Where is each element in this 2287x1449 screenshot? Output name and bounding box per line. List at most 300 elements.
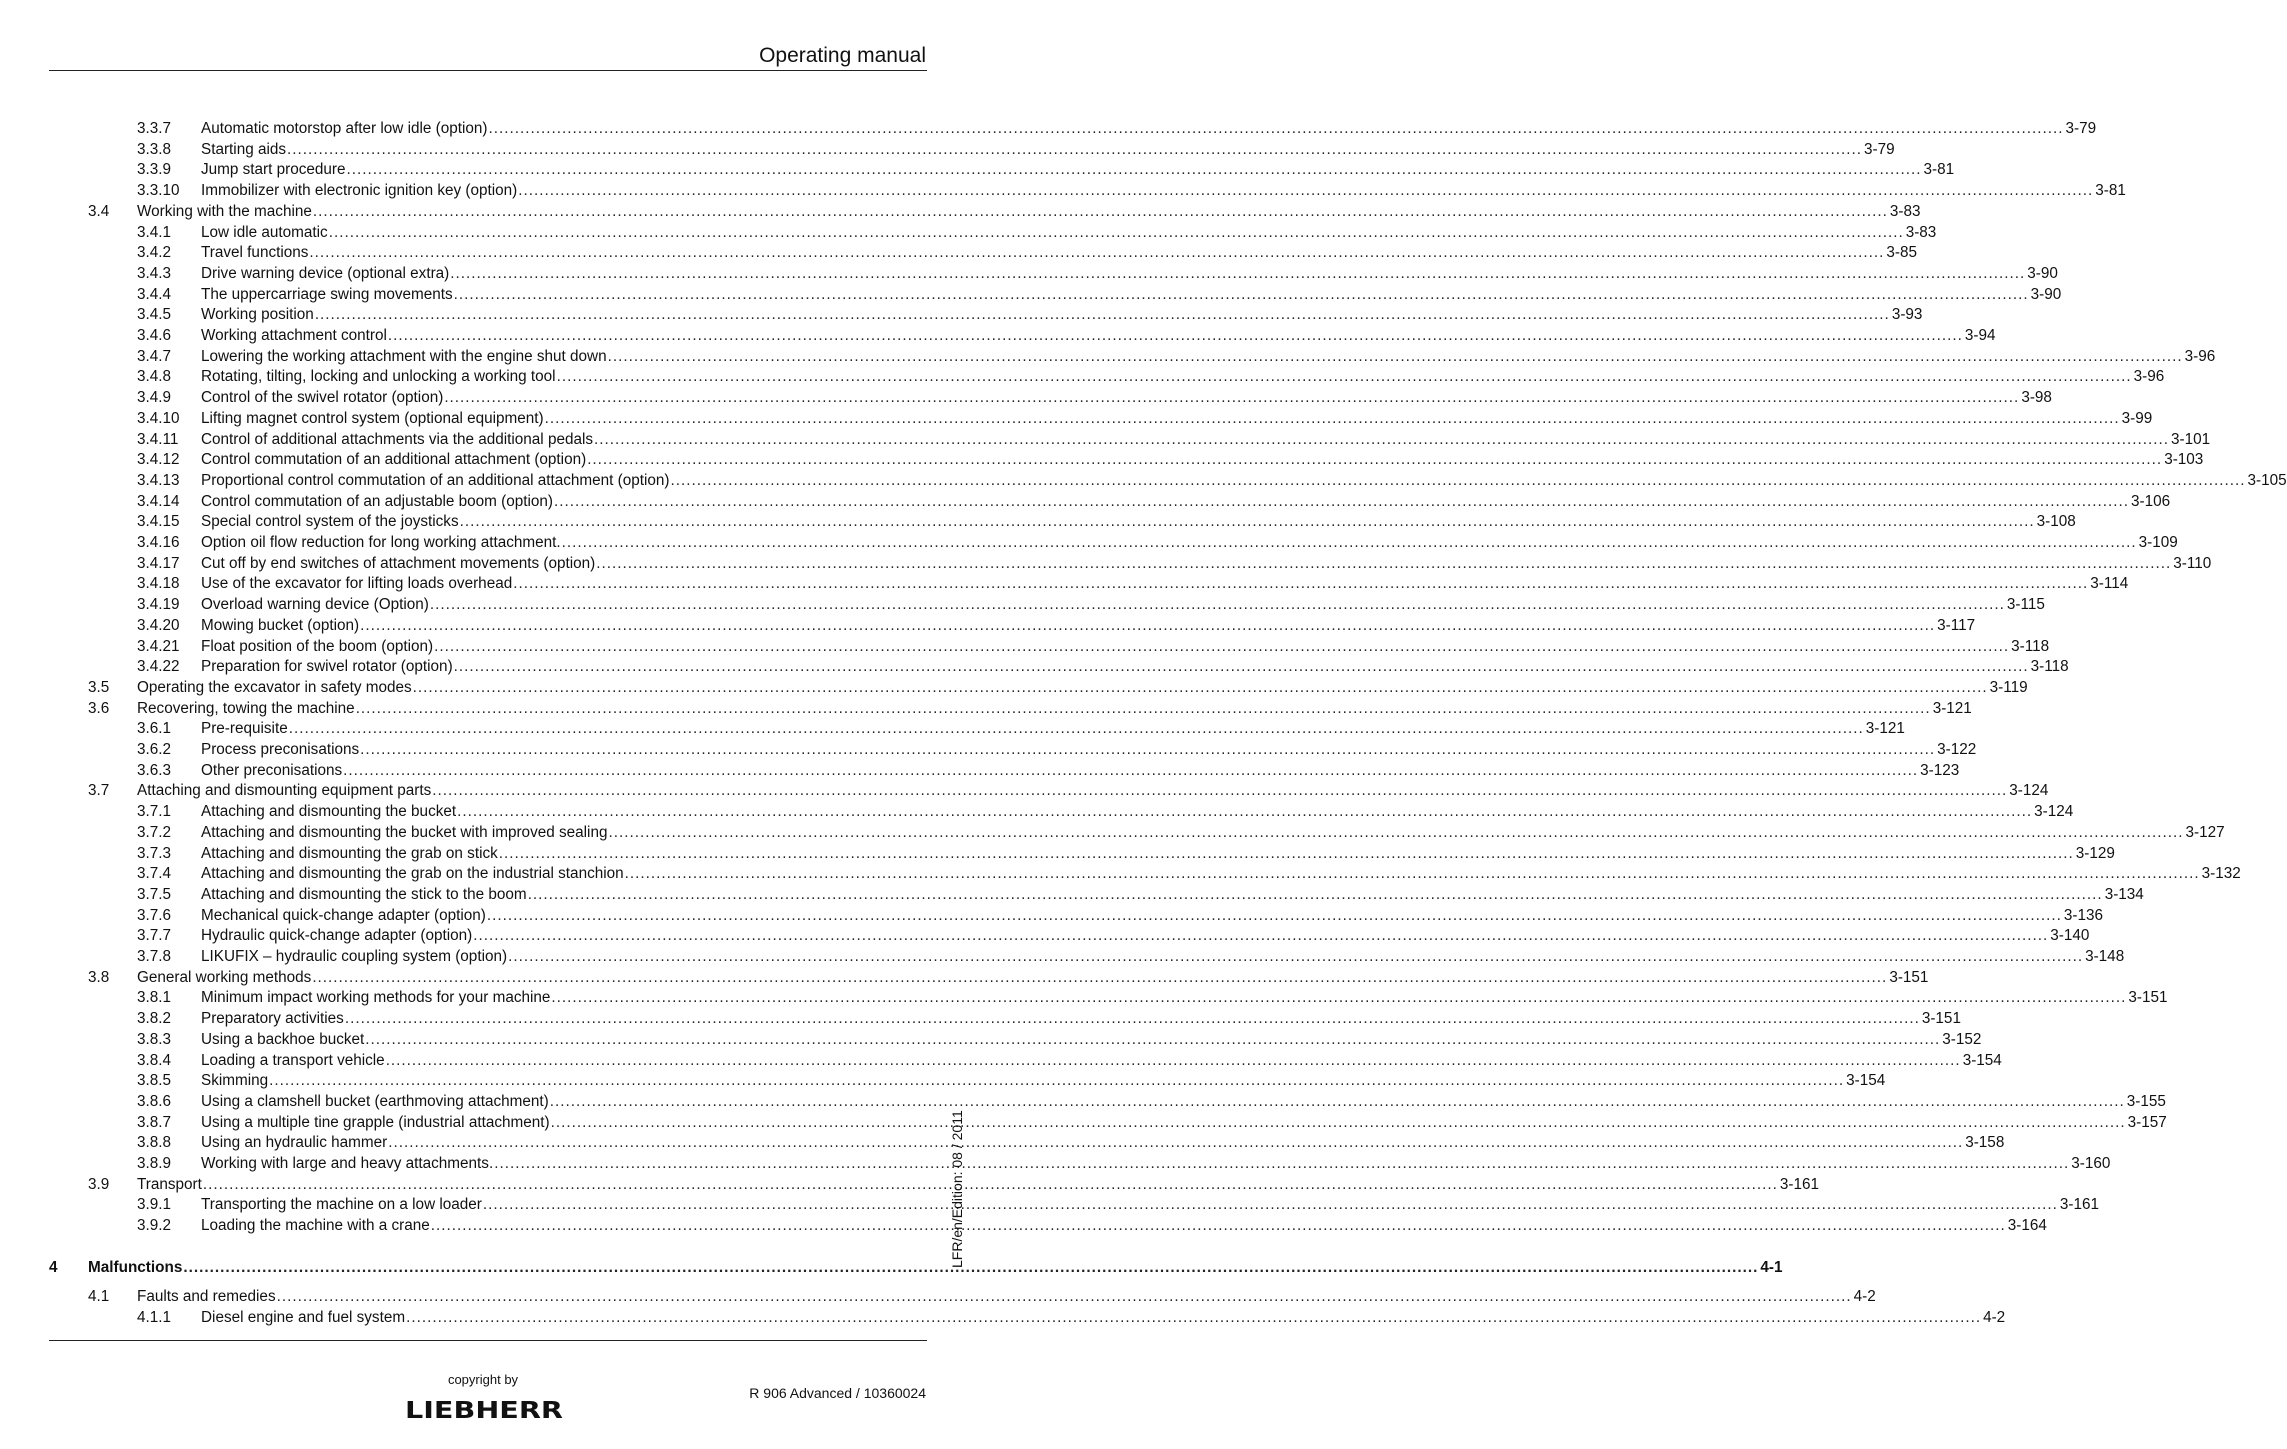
toc-entry-page: 3-118: [2030, 658, 2069, 676]
toc-leader-dots: ............................................................................................................................................................................................................................................................................................................: [365, 1030, 1941, 1048]
toc-entry[interactable]: [0, 698, 1972, 719]
toc-entry[interactable]: [0, 843, 2115, 864]
toc-entry-number: 4.1: [88, 1288, 110, 1305]
toc-entry-page: 3-157: [2127, 1113, 2167, 1131]
toc-entry-title: Control of additional attachments via the additional pedals: [201, 430, 594, 448]
toc-entry-title: Using a multiple tine grapple (industrial attachment): [201, 1113, 550, 1131]
toc-entry-page: 3-122: [1937, 741, 1977, 758]
toc-entry-title: Special control system of the joysticks: [201, 513, 459, 531]
toc-leader-dots: ............................................................................................................................................................................................................................................................................................................: [587, 451, 2163, 469]
toc-entry-number: 3.8.3: [137, 1030, 172, 1048]
toc-entry[interactable]: [0, 718, 1905, 739]
toc-entry[interactable]: [0, 532, 2178, 553]
toc-entry-page: 3-105: [2247, 471, 2287, 489]
toc-entry[interactable]: [0, 1070, 1886, 1091]
toc-entry-title: General working methods: [137, 968, 312, 986]
toc-entry-line: [201, 884, 2144, 905]
toc-entry-number: 3.3.8: [137, 140, 172, 158]
toc-entry[interactable]: [0, 905, 2103, 926]
toc-entry-title: Drive warning device (optional extra): [201, 264, 450, 282]
toc-entry-title: Process preconisations: [201, 741, 360, 758]
toc-entry[interactable]: [0, 1307, 2006, 1328]
toc-entry-page: 3-99: [2121, 409, 2153, 427]
toc-entry-title: Control commutation of an adjustable boom (option): [201, 492, 554, 510]
toc-entry-title: Working with large and heavy attachments.: [201, 1155, 494, 1172]
toc-leader-dots: ............................................................................................................................................................................................................................................................................................................: [473, 927, 2049, 945]
toc-entry[interactable]: [0, 470, 2287, 491]
toc-leader-dots: ............................................................................................................................................................................................................................................................................................................: [494, 1155, 2070, 1172]
toc-entry-number: 3.4.20: [137, 616, 180, 634]
toc-entry-page: 3-118: [2011, 637, 2050, 655]
toc-leader-dots: ............................................................................................................................................................................................................................................................................................................: [486, 906, 2062, 924]
toc-leader-dots: ............................................................................................................................................................................................................................................................................................................: [412, 678, 1988, 696]
toc-entry-number: 3.4.1: [137, 223, 172, 241]
toc-leader-dots: ............................................................................................................................................................................................................................................................................................................: [344, 1010, 1920, 1028]
toc-entry-page: 4-1: [1760, 1259, 1783, 1277]
toc-entry-number: 3.4.22: [137, 658, 180, 676]
toc-entry[interactable]: [0, 511, 2076, 532]
toc-entry-title: Jump start procedure: [201, 161, 346, 179]
toc-entry-line: [137, 698, 1972, 719]
toc-leader-dots: ............................................................................................................................................................................................................................................................................................................: [387, 327, 1963, 344]
toc-entry-page: 3-83: [1889, 202, 1921, 220]
toc-entry-number: 4: [49, 1259, 58, 1277]
toc-entry-line: [201, 511, 2076, 532]
toc-entry-title: Automatic motorstop after low idle (option): [201, 120, 488, 137]
toc-entry-line: [201, 1091, 2166, 1112]
toc-entry-number: 3.4.5: [137, 306, 172, 324]
toc-entry[interactable]: [0, 222, 1937, 243]
toc-entry-title: Control of the swivel rotator (option): [201, 389, 444, 407]
toc-leader-dots: ............................................................................................................................................................................................................................................................................................................: [608, 823, 2184, 841]
toc-entry-page: 3-117: [1937, 616, 1976, 634]
toc-entry-line: [201, 159, 1955, 180]
toc-entry-title: Attaching and dismounting the stick to the boom: [201, 885, 527, 903]
toc-entry-number: 3.4.13: [137, 471, 180, 489]
toc-leader-dots: ............................................................................................................................................................................................................................................................................................................: [594, 430, 2170, 448]
toc-leader-dots: ............................................................................................................................................................................................................................................................................................................: [276, 1288, 1852, 1305]
toc-leader-dots: ............................................................................................................................................................................................................................................................................................................: [388, 1134, 1964, 1152]
toc-entry-page: 3-114: [2090, 575, 2129, 593]
toc-entry-number: 3.4.3: [137, 264, 172, 282]
toc-entry-title: Pre-requisite: [201, 720, 288, 738]
toc-entry-page: 3-115: [2006, 596, 2045, 614]
toc-entry-number: 3.4.4: [137, 285, 172, 303]
toc-leader-dots: ............................................................................................................................................................................................................................................................................................................: [429, 596, 2005, 614]
toc-entry-page: 3-108: [2036, 513, 2076, 531]
toc-entry[interactable]: [0, 1112, 2167, 1133]
toc-entry[interactable]: [0, 739, 1977, 760]
toc-entry-number: 3.3.7: [137, 120, 172, 137]
toc-entry-number: 4.1.1: [137, 1308, 172, 1326]
toc-entry-title: Lowering the working attachment with the engine shut down: [201, 347, 607, 365]
toc-leader-dots: ............................................................................................................................................................................................................................................................................................................: [360, 741, 1936, 758]
toc-entry[interactable]: [0, 304, 1923, 325]
toc-entry-line: [201, 222, 1937, 243]
toc-entry-line: [201, 594, 2045, 615]
toc-entry[interactable]: [0, 553, 2212, 574]
toc-entry-title: Starting aids: [201, 140, 287, 158]
toc-entry-line: [201, 1307, 2006, 1328]
logo-text: LIEBHERR: [405, 1398, 564, 1424]
toc-entry[interactable]: [0, 1029, 1982, 1050]
toc-entry-page: 3-152: [1942, 1030, 1982, 1048]
toc-entry[interactable]: [0, 346, 2216, 367]
toc-entry-line: [201, 304, 1923, 325]
toc-entry-number: 3.8: [88, 968, 110, 986]
toc-entry[interactable]: [0, 1174, 1820, 1195]
copyright-text: copyright by: [447, 1372, 519, 1387]
toc-entry[interactable]: [0, 491, 2171, 512]
toc-entry-page: 3-160: [2071, 1155, 2111, 1172]
toc-entry-line: [201, 325, 1996, 346]
toc-entry-page: 3-124: [2034, 803, 2074, 821]
toc-entry-page: 3-98: [2021, 389, 2052, 407]
toc-entry-title: Diesel engine and fuel system: [201, 1308, 406, 1326]
toc-entry-title: Hydraulic quick-change adapter (option): [201, 927, 473, 945]
toc-leader-dots: ............................................................................................................................................................................................................................................................................................................: [312, 968, 1888, 986]
liebherr-logo: [403, 1397, 565, 1424]
toc-entry[interactable]: [0, 159, 1955, 180]
toc-entry[interactable]: [0, 1153, 2111, 1174]
toc-entry[interactable]: [0, 594, 2045, 615]
toc-entry-title: Mowing bucket (option): [201, 616, 360, 634]
toc-entry[interactable]: [0, 449, 2204, 470]
toc-entry-title: Travel functions: [201, 244, 309, 262]
toc-entry-title: Option oil flow reduction for long working attachment.: [201, 534, 561, 551]
toc-entry-line: [137, 967, 1929, 988]
toc-entry-line: [201, 739, 1977, 760]
toc-entry-title: Attaching and dismounting the grab on stick: [201, 844, 498, 862]
toc-entry[interactable]: [0, 822, 2225, 843]
toc-entry-title: Rotating, tilting, locking and unlocking a working tool: [201, 368, 556, 386]
header-rule: [49, 70, 927, 71]
toc-entry[interactable]: [0, 366, 2165, 387]
toc-entry-number: 3.6.1: [137, 720, 172, 738]
toc-entry-title: Recovering, towing the machine: [137, 699, 355, 717]
toc-entry[interactable]: [0, 118, 2097, 139]
toc-entry-line: [201, 1215, 2047, 1236]
toc-leader-dots: ............................................................................................................................................................................................................................................................................................................: [287, 140, 1863, 158]
toc-entry-title: Malfunctions: [88, 1259, 183, 1277]
toc-entry[interactable]: [0, 242, 1918, 263]
toc-entry-number: 3.8.9: [137, 1155, 172, 1172]
toc-entry-page: 3-81: [1923, 161, 1955, 179]
toc-leader-dots: ............................................................................................................................................................................................................................................................................................................: [554, 492, 2130, 510]
toc-leader-dots: ............................................................................................................................................................................................................................................................................................................: [385, 1051, 1961, 1069]
toc-entry[interactable]: [0, 201, 1921, 222]
toc-entry-number: 3.4.19: [137, 596, 180, 614]
toc-entry-line: [201, 656, 2069, 677]
toc-entry[interactable]: [0, 1050, 2002, 1071]
toc-entry-number: 3.4.11: [137, 430, 179, 448]
toc-entry-title: The uppercarriage swing movements: [201, 285, 453, 303]
toc-entry-page: 3-123: [1920, 761, 1960, 779]
toc-leader-dots: ............................................................................................................................................................................................................................................................................................................: [518, 182, 2094, 200]
toc-leader-dots: ............................................................................................................................................................................................................................................................................................................: [607, 347, 2183, 365]
toc-entry[interactable]: [0, 1194, 2100, 1215]
toc-entry-page: 3-140: [2050, 927, 2090, 945]
toc-entry-title: Using a backhoe bucket: [201, 1030, 365, 1048]
toc-leader-dots: ............................................................................................................................................................................................................................................................................................................: [556, 368, 2132, 386]
toc-entry-line: [201, 1132, 2005, 1153]
toc-leader-dots: ............................................................................................................................................................................................................................................................................................................: [434, 637, 2010, 655]
toc-entry-line: [201, 843, 2115, 864]
toc-entry-line: [137, 677, 2028, 698]
toc-entry-title: Loading the machine with a crane: [201, 1217, 430, 1235]
toc-entry[interactable]: [0, 760, 1960, 781]
toc-entry-number: 3.4.21: [137, 637, 180, 655]
toc-entry-line: [201, 180, 2126, 201]
toc-entry-page: 3-79: [2065, 120, 2097, 137]
toc-entry[interactable]: [0, 1286, 1876, 1307]
toc-entry-line: [201, 1008, 1961, 1029]
toc-entry-page: 3-119: [1989, 678, 2028, 696]
toc-leader-dots: ............................................................................................................................................................................................................................................................................................................: [482, 1196, 2058, 1214]
toc-leader-dots: ............................................................................................................................................................................................................................................................................................................: [508, 948, 2084, 965]
toc-entry-title: Float position of the boom (option): [201, 637, 434, 655]
toc-entry[interactable]: [0, 946, 2125, 967]
toc-entry-title: Proportional control commutation of an additional attachment (option): [201, 471, 670, 489]
toc-entry-page: 3-164: [2007, 1217, 2047, 1235]
toc-leader-dots: ............................................................................................................................................................................................................................................................................................................: [459, 513, 2035, 531]
toc-entry-line: [201, 139, 1895, 160]
toc-entry-line: [201, 553, 2212, 574]
toc-entry-page: 4-2: [1983, 1308, 2006, 1326]
toc-entry-title: Low idle automatic: [201, 223, 328, 241]
toc-entry-line: [201, 1153, 2111, 1174]
toc-entry-title: Faults and remedies: [137, 1288, 276, 1305]
toc-entry-number: 3.8.6: [137, 1092, 172, 1110]
toc-entry-title: Using a clamshell bucket (earthmoving attachment): [201, 1092, 549, 1110]
toc-leader-dots: ............................................................................................................................................................................................................................................................................................................: [453, 285, 2029, 303]
toc-entry-number: 3.9.1: [137, 1196, 172, 1214]
toc-leader-dots: ............................................................................................................................................................................................................................................................................................................: [450, 264, 2026, 282]
toc-entry[interactable]: [0, 1091, 2166, 1112]
toc-entry[interactable]: [0, 429, 2211, 450]
toc-entry-number: 3.4.7: [137, 347, 172, 365]
toc-entry-line: [201, 1050, 2002, 1071]
toc-entry-page: 4-2: [1853, 1288, 1876, 1305]
toc-entry[interactable]: [0, 1132, 2005, 1153]
toc-entry-line: [201, 636, 2050, 657]
toc-entry-page: 3-148: [2085, 948, 2125, 965]
toc-leader-dots: ............................................................................................................................................................................................................................................................................................................: [488, 120, 2064, 137]
toc-entry-title: Working with the machine: [137, 202, 312, 220]
toc-leader-dots: ............................................................................................................................................................................................................................................................................................................: [343, 761, 1919, 779]
toc-leader-dots: ............................................................................................................................................................................................................................................................................................................: [624, 865, 2200, 883]
footer-rule: [49, 1340, 927, 1341]
toc-entry-title: Transporting the machine on a low loader: [201, 1196, 482, 1214]
toc-leader-dots: ............................................................................................................................................................................................................................................................................................................: [202, 1175, 1778, 1193]
toc-entry-title: Overload warning device (Option): [201, 596, 429, 614]
toc-entry-line: [201, 449, 2204, 470]
toc-entry[interactable]: [0, 1215, 2047, 1236]
toc-entry-line: [201, 346, 2216, 367]
toc-entry-page: 3-161: [2059, 1196, 2100, 1214]
toc-entry-number: 3.4.8: [137, 368, 172, 386]
toc-entry-page: 3-90: [2030, 285, 2062, 303]
toc-entry[interactable]: [0, 636, 2050, 657]
edition-label: LFR/en/Edition: 08 / 2011: [949, 1110, 965, 1268]
toc-entry-number: 3.4.17: [137, 554, 180, 572]
toc-entry-number: 3.4.9: [137, 389, 172, 407]
toc-entry[interactable]: [0, 387, 2052, 408]
toc-leader-dots: ............................................................................................................................................................................................................................................................................................................: [328, 223, 1904, 241]
document-reference: R 906 Advanced / 10360024: [749, 1385, 926, 1401]
toc-entry-page: 3-154: [1962, 1051, 2002, 1069]
toc-entry-line: [201, 718, 1905, 739]
toc-entry-number: 3.7.3: [137, 844, 172, 862]
toc-entry[interactable]: [0, 180, 2126, 201]
toc-entry-line: [88, 1257, 1783, 1278]
toc-entry-number: 3.7.5: [137, 885, 172, 903]
toc-entry-line: [201, 118, 2097, 139]
toc-entry-line: [137, 780, 2049, 801]
toc-entry-page: 3-161: [1779, 1175, 1820, 1193]
toc-entry-line: [201, 366, 2165, 387]
toc-entry-number: 3.6.3: [137, 761, 172, 779]
toc-leader-dots: ............................................................................................................................................................................................................................................................................................................: [453, 658, 2029, 676]
toc-entry-line: [201, 1070, 1886, 1091]
toc-entry-title: Attaching and dismounting the bucket with improved sealing: [201, 823, 608, 841]
toc-entry-line: [201, 863, 2241, 884]
toc-entry-page: 3-129: [2075, 844, 2115, 862]
toc-entry-line: [201, 573, 2129, 594]
toc-entry-number: 3.8.7: [137, 1113, 172, 1131]
toc-entry-line: [201, 987, 2168, 1008]
toc-entry-line: [201, 760, 1960, 781]
toc-entry-page: 3-83: [1905, 223, 1937, 241]
toc-leader-dots: ............................................................................................................................................................................................................................................................................................................: [346, 161, 1922, 179]
toc-entry-title: Preparation for swivel rotator (option): [201, 658, 453, 676]
toc-leader-dots: ............................................................................................................................................................................................................................................................................................................: [312, 202, 1888, 220]
toc-entry-page: 3-151: [2128, 989, 2168, 1007]
toc-entry-number: 3.7.4: [137, 865, 172, 883]
toc-entry[interactable]: [0, 408, 2153, 429]
toc-leader-dots: ............................................................................................................................................................................................................................................................................................................: [269, 1072, 1845, 1090]
toc-entry-title: Immobilizer with electronic ignition key (option): [201, 182, 518, 200]
toc-entry[interactable]: [0, 801, 2074, 822]
toc-entry[interactable]: [0, 284, 2062, 305]
toc-entry-line: [137, 201, 1921, 222]
toc-entry-title: Operating the excavator in safety modes: [137, 678, 412, 696]
toc-entry-title: Mechanical quick-change adapter (option): [201, 906, 486, 924]
toc-entry[interactable]: [0, 967, 1929, 988]
toc-entry[interactable]: [0, 263, 2058, 284]
toc-entry-number: 3.4.12: [137, 451, 180, 469]
toc-entry-number: 3.7.7: [137, 927, 172, 945]
toc-entry-number: 3.7.8: [137, 948, 172, 965]
toc-entry-page: 3-90: [2027, 264, 2058, 282]
toc-entry-title: Attaching and dismounting the grab on the industrial stanchion: [201, 865, 624, 883]
toc-leader-dots: ............................................................................................................................................................................................................................................................................................................: [355, 699, 1931, 717]
toc-entry-line: [201, 801, 2074, 822]
toc-leader-dots: ............................................................................................................................................................................................................................................................................................................: [457, 803, 2033, 821]
header-title: Operating manual: [759, 44, 926, 67]
toc-entry-title: Lifting magnet control system (optional equipment): [201, 409, 544, 427]
toc-entry-number: 3.4.10: [137, 409, 180, 427]
toc-entry[interactable]: [0, 677, 2028, 698]
toc-entry-number: 3.4.15: [137, 513, 180, 531]
toc-entry-page: 3-155: [2126, 1092, 2166, 1110]
toc-entry-page: 3-106: [2131, 492, 2171, 510]
toc-leader-dots: ............................................................................................................................................................................................................................................................................................................: [513, 575, 2089, 593]
toc-entry-line: [201, 491, 2171, 512]
toc-entry-page: 3-151: [1921, 1010, 1961, 1028]
toc-entry[interactable]: [0, 884, 2144, 905]
toc-entry[interactable]: [0, 573, 2129, 594]
toc-entry-page: 3-109: [2138, 534, 2178, 551]
toc-entry-page: 3-124: [2009, 782, 2049, 800]
toc-leader-dots: ............................................................................................................................................................................................................................................................................................................: [550, 1113, 2126, 1131]
toc-entry[interactable]: [0, 656, 2069, 677]
toc-entry[interactable]: [0, 1008, 1961, 1029]
toc-entry-number: 3.4.2: [137, 244, 172, 262]
toc-entry-number: 3.7: [88, 782, 110, 800]
toc-entry-title: Skimming: [201, 1072, 269, 1090]
toc-entry-title: Loading a transport vehicle: [201, 1051, 385, 1069]
toc-entry-page: 3-136: [2063, 906, 2103, 924]
toc-entry-page: 3-101: [2171, 430, 2211, 448]
toc-leader-dots: ............................................................................................................................................................................................................................................................................................................: [544, 409, 2120, 427]
toc-entry-number: 3.3.9: [137, 161, 172, 179]
toc-entry-number: 3.8.1: [137, 989, 172, 1007]
toc-leader-dots: ............................................................................................................................................................................................................................................................................................................: [596, 554, 2172, 572]
toc-leader-dots: ............................................................................................................................................................................................................................................................................................................: [360, 616, 1936, 634]
toc-entry-title: Minimum impact working methods for your machine: [201, 989, 551, 1007]
toc-entry[interactable]: [0, 1257, 1783, 1278]
toc-entry-title: Preparatory activities: [201, 1010, 344, 1028]
toc-entry[interactable]: [0, 139, 1895, 160]
toc-entry-number: 3.7.6: [137, 906, 172, 924]
toc-entry[interactable]: [0, 325, 1996, 346]
toc-entry[interactable]: [0, 863, 2241, 884]
toc-entry-page: 3-121: [1865, 720, 1905, 738]
toc-entry-line: [201, 905, 2103, 926]
toc-entry-line: [201, 387, 2052, 408]
toc-leader-dots: ............................................................................................................................................................................................................................................................................................................: [549, 1092, 2125, 1110]
toc-entry-title: Use of the excavator for lifting loads overhead: [201, 575, 513, 593]
toc-entry-page: 3-85: [1886, 244, 1918, 262]
toc-entry-page: 3-96: [2184, 347, 2216, 365]
toc-entry[interactable]: [0, 780, 2049, 801]
toc-entry-page: 3-154: [1846, 1072, 1886, 1090]
toc-entry-line: [201, 1029, 1982, 1050]
toc-entry-number: 3.9: [88, 1175, 110, 1193]
toc-entry[interactable]: [0, 925, 2090, 946]
toc-entry-number: 3.8.2: [137, 1010, 172, 1028]
toc-leader-dots: ............................................................................................................................................................................................................................................................................................................: [288, 720, 1864, 738]
toc-leader-dots: ............................................................................................................................................................................................................................................................................................................: [561, 534, 2137, 551]
toc-leader-dots: ............................................................................................................................................................................................................................................................................................................: [314, 306, 1890, 324]
toc-entry-page: 3-93: [1891, 306, 1923, 324]
toc-entry-line: [201, 532, 2178, 553]
toc-entry-number: 3.7.2: [137, 823, 172, 841]
toc-entry-title: Cut off by end switches of attachment movements (option): [201, 554, 596, 572]
toc-entry[interactable]: [0, 615, 1976, 636]
toc-entry-number: 3.8.4: [137, 1051, 172, 1069]
toc-leader-dots: ............................................................................................................................................................................................................................................................................................................: [432, 782, 2008, 800]
toc-entry-number: 3.9.2: [137, 1217, 172, 1235]
toc-entry-page: 3-79: [1864, 140, 1895, 158]
toc-entry[interactable]: [0, 987, 2168, 1008]
toc-entry-number: 3.3.10: [137, 182, 180, 200]
toc-entry-title: LIKUFIX – hydraulic coupling system (option): [201, 948, 508, 965]
toc-entry-line: [201, 408, 2153, 429]
toc-entry-line: [137, 1174, 1820, 1195]
toc-entry-page: 3-158: [1965, 1134, 2005, 1152]
